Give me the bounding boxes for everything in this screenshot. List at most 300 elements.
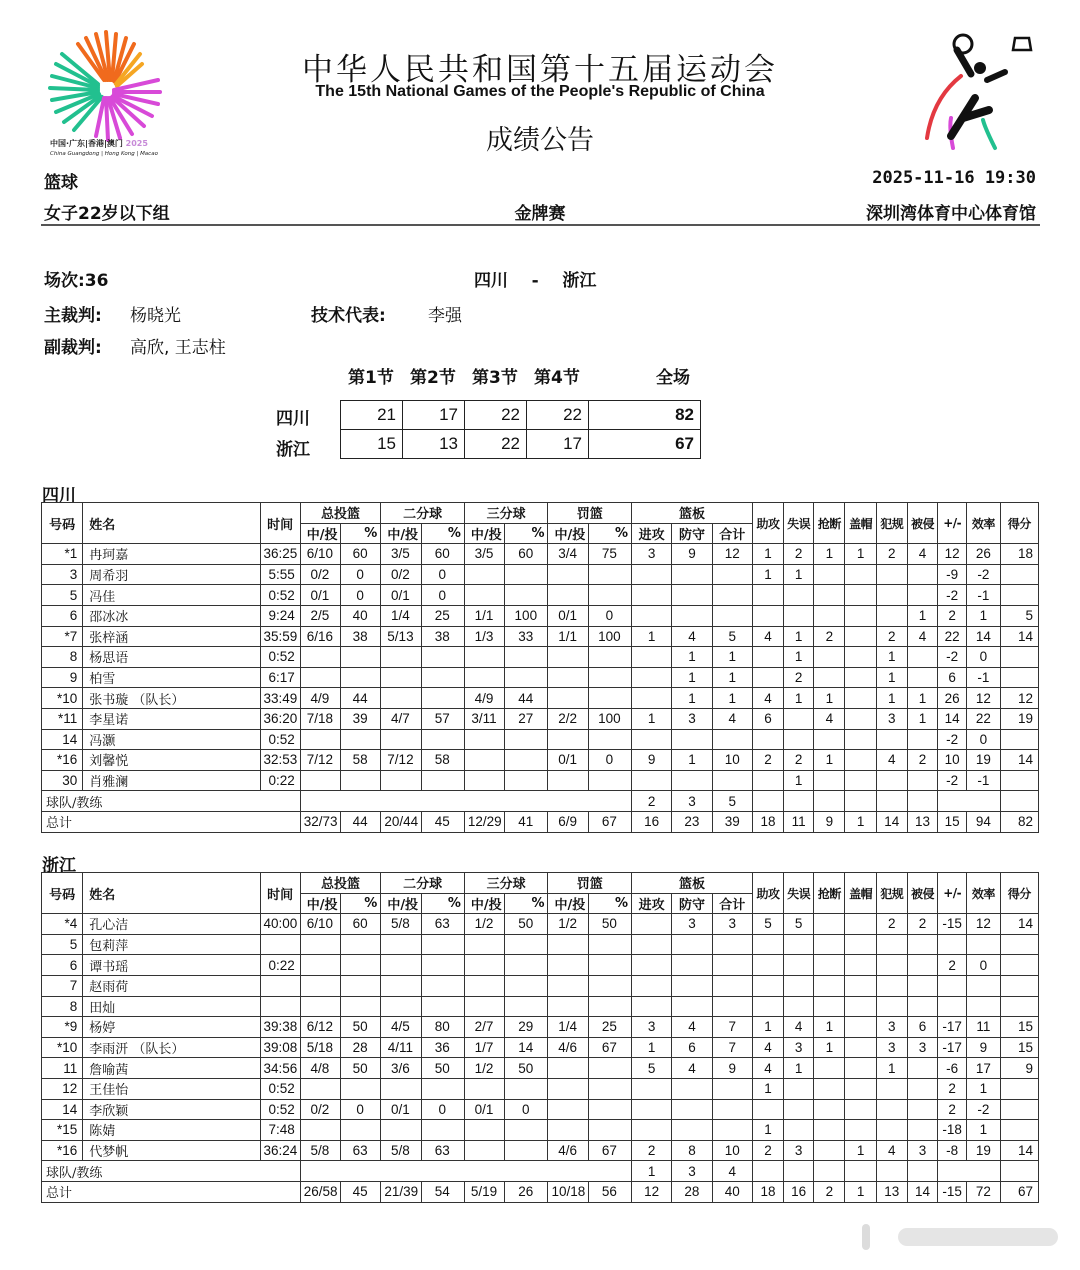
col-header-made-att: 中/投 [464,893,504,914]
stat-twop: 36 [421,1037,464,1058]
stat-pm: 6 [938,667,967,688]
stat-fg [300,996,340,1017]
total-two: 20/44 [381,811,421,832]
team-coach-or: 2 [632,791,672,812]
stat-pm: 2 [938,1078,967,1099]
quarter-2-header: 第2节 [410,368,456,388]
stat-ft: 1/2 [548,914,588,935]
player-name: 周希羽 [83,564,260,585]
stat-fd: 1 [907,688,937,709]
stat-blk: 1 [845,544,876,565]
stat-twop: 0 [421,1099,464,1120]
stat-pm: 2 [938,955,967,976]
player-row [42,1037,1039,1058]
stat-fd: 4 [907,544,937,565]
stat-fd: 3 [907,1037,937,1058]
stat-stl [814,667,845,688]
stat-ft: 4/6 [548,1037,588,1058]
total-pts: 67 [1000,1181,1039,1202]
stat-blk [845,626,876,647]
player-name: 陈婧 [83,1120,260,1141]
col-header-pts: 得分 [1000,503,1039,544]
total-two: 21/39 [381,1181,421,1202]
stat-fgp: 0 [341,564,381,585]
stat-twop: 38 [421,626,464,647]
stat-or: 2 [632,1140,672,1161]
basketball-pictogram [905,28,1040,158]
team-coach-tr: 4 [712,1161,752,1182]
team-coach-empty [876,1161,907,1182]
col-header-reb-off: 进攻 [632,893,672,914]
stat-threep: 33 [505,626,548,647]
col-header-stl: 抢断 [814,503,845,544]
stat-three [464,647,504,668]
col-header-reb-off: 进攻 [632,523,672,544]
stat-to [784,1120,814,1141]
stat-blk [845,955,876,976]
player-row [42,647,1039,668]
stat-threep [505,750,548,771]
stat-three: 2/7 [464,1017,504,1038]
stat-pts [1000,647,1039,668]
stat-pts: 15 [1000,1037,1039,1058]
stat-fd [907,564,937,585]
stat-two: 3/6 [381,1058,421,1079]
stat-ast [752,934,783,955]
col-group-reb: 篮板 [632,873,753,894]
col-header-made-att: 中/投 [381,523,421,544]
referee-sub-value: 高欣, 王志柱 [130,338,226,358]
stat-three [464,996,504,1017]
player-minutes: 0:52 [260,585,300,606]
stat-threep [505,996,548,1017]
stat-fd [907,934,937,955]
col-header-made-att: 中/投 [300,893,340,914]
stat-stl [814,975,845,996]
stat-fg [300,1078,340,1099]
total-dr: 23 [672,811,712,832]
stat-two: 0/1 [381,585,421,606]
stat-dr [672,770,712,791]
stat-fd: 1 [907,605,937,626]
stat-two: 5/8 [381,914,421,935]
stat-pm: -15 [938,914,967,935]
stat-pf: 1 [876,667,907,688]
stat-eff: 14 [967,626,1000,647]
team-coach-empty [784,791,814,812]
stat-three: 1/1 [464,605,504,626]
stat-pf: 3 [876,708,907,729]
q-score: 15 [341,430,403,459]
total-stl: 2 [814,1181,845,1202]
stat-ftp [588,729,631,750]
stat-pm: 12 [938,544,967,565]
team-coach-empty [1000,1161,1039,1182]
col-header-name: 姓名 [83,873,260,914]
stat-pm: -17 [938,1017,967,1038]
stat-ft [548,688,588,709]
document-title: 成绩公告 [486,125,594,156]
player-row [42,1078,1039,1099]
player-row [42,564,1039,585]
col-header-blk: 盖帽 [845,503,876,544]
stat-blk [845,914,876,935]
stat-pm: 2 [938,605,967,626]
stat-eff: 0 [967,647,1000,668]
stat-ast [752,585,783,606]
col-header-name: 姓名 [83,503,260,544]
stat-pf [876,1099,907,1120]
stat-pts [1000,667,1039,688]
stat-stl [814,1058,845,1079]
stat-ast: 4 [752,1058,783,1079]
stat-pm: -9 [938,564,967,585]
stat-pts: 18 [1000,544,1039,565]
stat-fgp [341,975,381,996]
stat-tr [712,1099,752,1120]
stat-twop: 25 [421,605,464,626]
team-coach-empty [845,791,876,812]
team-coach-dr: 3 [672,791,712,812]
stat-pm [938,996,967,1017]
stat-twop: 0 [421,585,464,606]
stat-eff: 19 [967,750,1000,771]
player-minutes [260,934,300,955]
stat-tr: 10 [712,1140,752,1161]
stat-pf [876,975,907,996]
stat-fd [907,1078,937,1099]
total-fd: 14 [907,1181,937,1202]
player-name: 谭书瑶 [83,955,260,976]
stat-ast: 1 [752,544,783,565]
stat-ft: 0/1 [548,750,588,771]
stat-tr: 7 [712,1017,752,1038]
stat-pm: 14 [938,708,967,729]
stat-three: 1/7 [464,1037,504,1058]
stat-tr [712,729,752,750]
stat-two [381,975,421,996]
player-row [42,1099,1039,1120]
player-number: *7 [42,626,83,647]
stat-tr: 3 [712,914,752,935]
stat-eff: 26 [967,544,1000,565]
player-minutes: 0:22 [260,770,300,791]
stat-blk [845,1058,876,1079]
team-coach-empty [876,791,907,812]
player-name: 肖雅澜 [83,770,260,791]
col-header-made-att: 中/投 [300,523,340,544]
stat-dr [672,955,712,976]
stat-blk [845,1099,876,1120]
header-row [42,503,1039,524]
team-2-box-score [41,872,1039,1203]
player-row [42,605,1039,626]
stat-fg: 0/2 [300,1099,340,1120]
stat-pts [1000,955,1039,976]
quarter-score-table [340,400,701,459]
stat-fg: 7/18 [300,708,340,729]
team-coach-empty [300,791,631,812]
col-header-fd: 被侵 [907,503,937,544]
stat-ast [752,955,783,976]
totals-label: 总计 [42,811,301,832]
player-number: 6 [42,605,83,626]
stat-stl [814,564,845,585]
stat-or [632,770,672,791]
col-group-two: 二分球 [381,873,465,894]
player-minutes [260,996,300,1017]
stat-blk [845,1017,876,1038]
stat-three [464,667,504,688]
stat-two [381,1120,421,1141]
stat-ftp [588,934,631,955]
stat-stl [814,996,845,1017]
total-stl: 9 [814,811,845,832]
stat-ftp [588,1058,631,1079]
stat-stl [814,729,845,750]
stat-ftp: 100 [588,626,631,647]
stat-fgp: 50 [341,1017,381,1038]
stat-two [381,770,421,791]
stat-two: 4/7 [381,708,421,729]
total-tr: 40 [712,1181,752,1202]
stat-pts [1000,729,1039,750]
col-header-no: 号码 [42,873,83,914]
total-ft: 10/18 [548,1181,588,1202]
stat-ast: 1 [752,1017,783,1038]
total-to: 11 [784,811,814,832]
stat-pm: -17 [938,1037,967,1058]
total-ft: 6/9 [548,811,588,832]
total-fgp: 45 [341,1181,381,1202]
stat-twop [421,688,464,709]
stat-fg: 0/1 [300,585,340,606]
stat-tr [712,1078,752,1099]
stat-fg: 4/8 [300,1058,340,1079]
team-coach-empty [907,791,937,812]
stat-stl [814,605,845,626]
stat-pm: -18 [938,1120,967,1141]
stat-fg [300,729,340,750]
col-header-stl: 抢断 [814,873,845,914]
stat-eff: 19 [967,1140,1000,1161]
stat-stl: 1 [814,544,845,565]
stat-eff: -1 [967,585,1000,606]
stat-fd [907,1058,937,1079]
stat-threep [505,667,548,688]
team-coach-label: 球队/教练 [42,791,301,812]
stat-fgp [341,996,381,1017]
player-name: 张梓涵 [83,626,260,647]
stat-pts: 9 [1000,1058,1039,1079]
stat-twop [421,996,464,1017]
stat-dr: 9 [672,544,712,565]
stat-eff: 1 [967,1078,1000,1099]
stat-ft: 2/2 [548,708,588,729]
player-minutes: 6:17 [260,667,300,688]
stat-fd: 4 [907,626,937,647]
stat-pm: -2 [938,585,967,606]
stat-ft: 0/1 [548,605,588,626]
stat-fgp: 60 [341,544,381,565]
player-name: 詹喻茜 [83,1058,260,1079]
stat-pf [876,605,907,626]
stat-fgp [341,1120,381,1141]
stat-dr [672,1120,712,1141]
player-row [42,955,1039,976]
stat-blk [845,667,876,688]
player-number: 14 [42,729,83,750]
player-name: 杨婷 [83,1017,260,1038]
player-minutes: 40:00 [260,914,300,935]
stat-three [464,955,504,976]
stat-fd: 2 [907,750,937,771]
player-name: 代梦帆 [83,1140,260,1161]
stat-twop [421,975,464,996]
stat-fg [300,955,340,976]
stat-dr [672,585,712,606]
player-row [42,585,1039,606]
col-header-made-att: 中/投 [548,523,588,544]
team-coach-empty [784,1161,814,1182]
quarter-3-header: 第3节 [472,368,518,388]
stat-three [464,750,504,771]
player-row [42,544,1039,565]
q-score: 13 [403,430,465,459]
stat-stl [814,914,845,935]
stat-pts [1000,1099,1039,1120]
player-minutes: 35:59 [260,626,300,647]
stat-tr [712,585,752,606]
total-threep: 41 [505,811,548,832]
total-ftp: 56 [588,1181,631,1202]
stat-or: 9 [632,750,672,771]
player-minutes: 7:48 [260,1120,300,1141]
player-number: *16 [42,1140,83,1161]
games-title-en: The 15th National Games of the People's Republic of China [315,83,765,100]
stat-ast: 1 [752,1078,783,1099]
stat-twop [421,770,464,791]
col-header-pct: % [505,893,548,914]
stat-fgp [341,667,381,688]
stat-pf: 3 [876,1037,907,1058]
stat-blk [845,770,876,791]
stat-ast [752,996,783,1017]
stat-blk [845,1037,876,1058]
col-group-fg: 总投篮 [300,503,381,524]
stat-blk [845,1120,876,1141]
stat-to: 1 [784,647,814,668]
stat-two [381,688,421,709]
player-name: 包莉萍 [83,934,260,955]
total-fg: 26/58 [300,1181,340,1202]
col-header-pm: +/- [938,503,967,544]
player-number: 5 [42,585,83,606]
quarter-4-header: 第4节 [534,368,580,388]
team-coach-empty [907,1161,937,1182]
stat-fd [907,975,937,996]
stat-threep [505,729,548,750]
stat-two [381,934,421,955]
total-three: 12/29 [464,811,504,832]
stat-to [784,975,814,996]
stat-pf [876,996,907,1017]
stat-ft: 4/6 [548,1140,588,1161]
stat-pm: -6 [938,1058,967,1079]
team-coach-row [42,791,1039,812]
stat-ft [548,1058,588,1079]
player-name: 田灿 [83,996,260,1017]
stat-ftp [588,770,631,791]
player-number: 11 [42,1058,83,1079]
stat-ast [752,605,783,626]
player-row [42,996,1039,1017]
stat-three [464,1140,504,1161]
stat-fgp [341,1078,381,1099]
stat-pts: 19 [1000,708,1039,729]
stat-three [464,729,504,750]
player-number: 7 [42,975,83,996]
total-three: 5/19 [464,1181,504,1202]
stat-two: 4/11 [381,1037,421,1058]
col-header-pct: % [588,523,631,544]
stat-three: 1/2 [464,914,504,935]
stat-threep: 50 [505,1058,548,1079]
player-row [42,729,1039,750]
stat-pf: 4 [876,750,907,771]
stat-dr: 4 [672,1058,712,1079]
quarter-headers [340,363,700,387]
stat-twop [421,729,464,750]
stat-pts [1000,996,1039,1017]
player-row [42,667,1039,688]
stat-dr: 1 [672,750,712,771]
stat-to [784,585,814,606]
player-minutes: 36:25 [260,544,300,565]
stat-ftp [588,1078,631,1099]
stat-stl [814,955,845,976]
stat-tr: 12 [712,544,752,565]
stat-tr: 5 [712,626,752,647]
stat-pf [876,564,907,585]
stat-tr: 7 [712,1037,752,1058]
stat-or [632,914,672,935]
stat-dr: 1 [672,647,712,668]
stat-three [464,1078,504,1099]
phase-label: 金牌赛 [514,204,566,224]
stat-fg: 0/2 [300,564,340,585]
stat-fd [907,996,937,1017]
team-coach-empty [1000,791,1039,812]
stat-twop [421,955,464,976]
stat-fg [300,667,340,688]
stat-threep [505,955,548,976]
team-coach-or: 1 [632,1161,672,1182]
q-score: 17 [527,430,589,459]
stat-three [464,585,504,606]
total-ftp: 67 [588,811,631,832]
stat-ftp [588,975,631,996]
stat-tr: 1 [712,667,752,688]
totals-label: 总计 [42,1181,301,1202]
total-twop: 54 [421,1181,464,1202]
tech-delegate-value: 李强 [428,306,462,326]
q-score: 17 [403,401,465,430]
stat-ftp [588,1120,631,1141]
stat-twop: 63 [421,914,464,935]
player-minutes: 36:24 [260,1140,300,1161]
stat-pm: -2 [938,770,967,791]
